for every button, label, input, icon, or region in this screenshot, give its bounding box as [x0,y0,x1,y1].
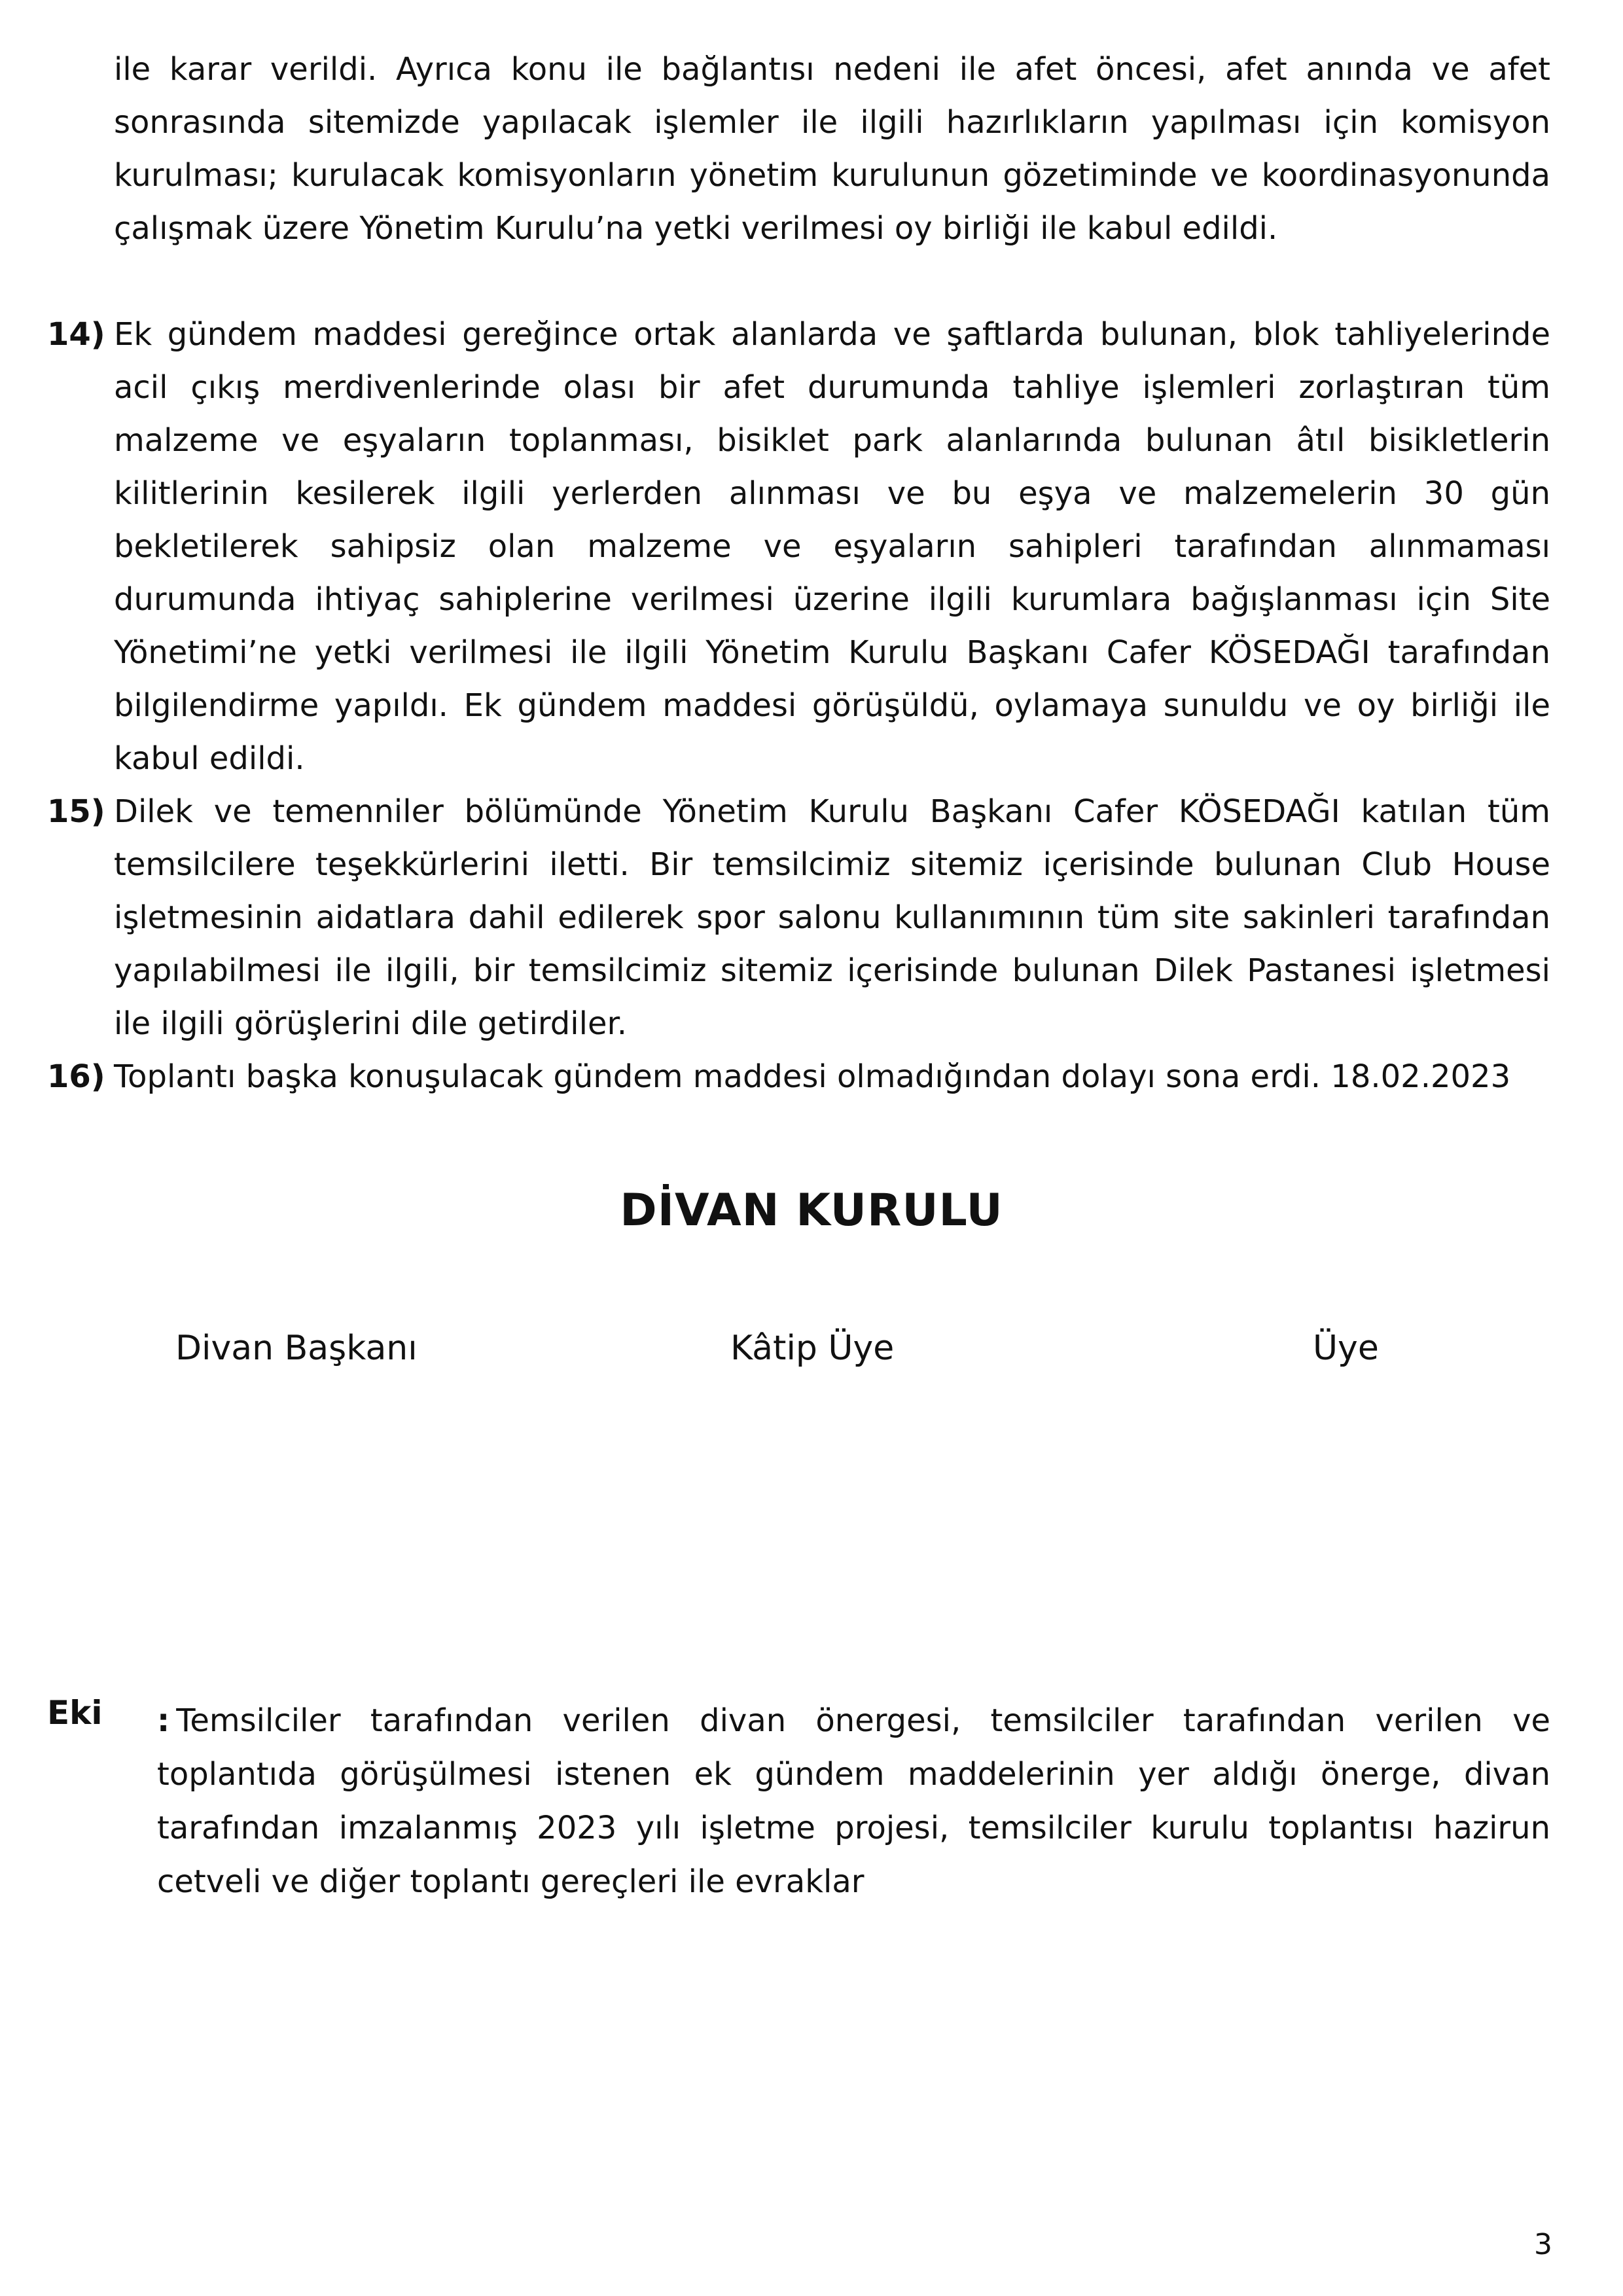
item-text: Ek gündem maddesi gereğince ortak alanlarda ve şaftlarda bulunan, blok tahliyelerinde acil çıkış merdivenlerinde olası bir afet durumunda tahliye işlemleri zorlaştıran tüm malzeme ve eşyaların toplanması, bisiklet park alanlarında bulunan âtıl bisikletlerin kilitlerinin kesilerek ilgili yerlerden alınması ve bu eşya ve malzemelerin 30 gün bekletilerek sahipsiz olan malzeme ve eşyaların sahipleri tarafından alınmaması durumunda ihtiyaç sahiplerine verilmesi üzerine ilgili kurumlara bağışlanması için Site Yönetimi’ne yetki verilmesi ile ilgili Yönetim Kurulu Başkanı Cafer KÖSEDAĞI tarafından bilgilendirme yapıldı. Ek gündem maddesi görüşüldü, oylamaya sunuldu ve oy birliği ile kabul edildi. [114,316,1550,777]
agenda-item-16 [47,1050,1550,1103]
item-number: 16) [47,1058,105,1095]
annex-label: Eki [47,1694,103,1732]
intro-paragraph: ile karar verildi. Ayrıca konu ile bağlantısı nedeni ile afet öncesi, afet anında ve afet sonrasında sitemizde yapılacak işlemler ile ilgili hazırlıkların yapılması için komisyon kurulması; kurulacak komisyonların yönetim kurulunun gözetiminde ve koordinasyonunda çalışmak üzere Yönetim Kurulu’na yetki verilmesi oy birliği ile kabul edildi. [114,51,1550,247]
signature-member: Üye [1313,1329,1379,1368]
agenda-item-15 [47,785,1550,1050]
annex-colon: : [157,1702,170,1739]
signature-secretary: Kâtip Üye [730,1329,895,1368]
signature-chair: Divan Başkanı [175,1329,418,1368]
item-text: Toplantı başka konuşulacak gündem maddesi olmadığından dolayı sona erdi. 18.02.2023 [114,1058,1511,1095]
section-heading: DİVAN KURULU [620,1185,1003,1236]
annex-text: Temsilciler tarafından verilen divan önergesi, temsilciler tarafından verilen ve toplantıda görüşülmesi istenen ek gündem maddelerinin yer aldığı önerge, divan tarafından imzalanmış 2023 yılı işletme projesi, temsilciler kurulu toplantısı hazirun cetveli ve diğer toplantı gereçleri ile evraklar [157,1702,1550,1900]
agenda-item-14 [47,308,1550,785]
item-number: 14) [47,316,105,353]
item-text: Dilek ve temenniler bölümünde Yönetim Kurulu Başkanı Cafer KÖSEDAĞI katılan tüm temsilcilere teşekkürlerini iletti. Bir temsilcimiz sitemiz içerisinde bulunan Club House işletmesinin aidatlara dahil edilerek spor salonu kullanımının tüm site sakinleri tarafından yapılabilmesi ile ilgili, bir temsilcimiz sitemiz içerisinde bulunan Dilek Pastanesi işletmesi ile ilgili görüşlerini dile getirdiler. [114,793,1550,1042]
page-number: 3 [1534,2228,1552,2261]
annex-text-block [157,1694,1550,1909]
item-number: 15) [47,793,105,830]
